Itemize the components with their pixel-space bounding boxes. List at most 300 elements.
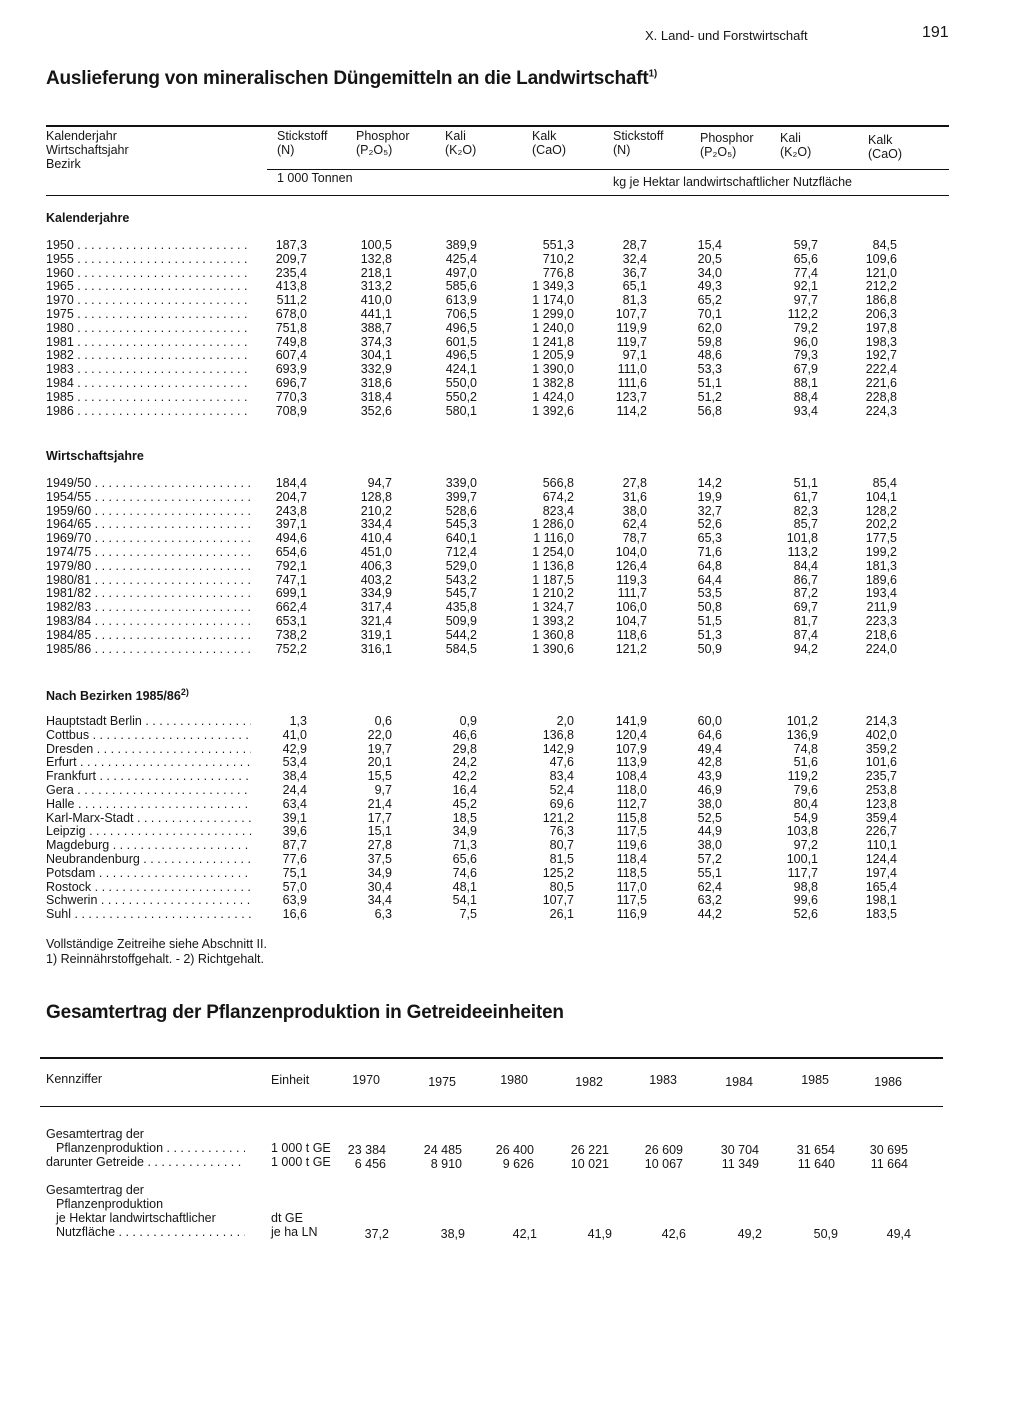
table2-top-rule	[40, 1057, 943, 1059]
col-name: Stickstoff	[613, 129, 664, 143]
value-per-hectare: 38,9	[440, 1227, 465, 1241]
cell-value: 221,6	[865, 376, 897, 390]
row-label: Erfurt . . .	[46, 756, 251, 770]
cell-value: 52,4	[549, 783, 574, 797]
col-name: Kalk	[532, 129, 557, 143]
table-row	[0, 477, 1024, 491]
table-row	[0, 532, 1024, 546]
cell-value: 104,7	[615, 614, 647, 628]
cell-value: 39,6	[282, 824, 307, 839]
row-label: Halle . . .	[46, 798, 251, 812]
table-row	[0, 839, 1024, 853]
table-row	[0, 405, 1024, 419]
value-per-hectare: 41,9	[587, 1227, 612, 1241]
col-unit: (CaO)	[868, 147, 903, 161]
cell-value: 94,2	[793, 641, 818, 656]
cell-value: 88,1	[793, 376, 818, 390]
cell-value: 52,6	[697, 517, 722, 532]
table-row	[0, 853, 1024, 867]
cell-value: 117,5	[616, 824, 647, 839]
row-label: 1979/80 . . .	[46, 560, 251, 574]
table-row	[0, 322, 1024, 336]
row-label: 1974/75 . . .	[46, 546, 251, 560]
cell-value: 235,4	[275, 265, 307, 280]
row-label: 1980 . . .	[46, 322, 251, 336]
col-name: Phosphor	[356, 129, 410, 143]
cell-value: 544,2	[445, 627, 477, 642]
col-header-stickstoff-t	[277, 129, 327, 157]
cell-value: 114,2	[616, 403, 647, 418]
row-label: 1959/60 . . .	[46, 505, 251, 519]
cell-value: 585,6	[445, 279, 477, 294]
cell-value: 38,0	[697, 796, 722, 811]
col-name: Phosphor	[700, 131, 754, 145]
table-row	[0, 336, 1024, 350]
cell-value: 67,9	[793, 362, 818, 377]
col-unit: (K₂O)	[445, 143, 477, 157]
cell-value: 334,4	[360, 517, 392, 532]
cell-value: 1 390,0	[532, 362, 574, 377]
cell-value: 141,9	[615, 714, 647, 728]
value-getreide: 8 910	[430, 1157, 462, 1171]
cell-value: 120,4	[615, 727, 647, 742]
row-label: Gera . . .	[46, 784, 251, 798]
cell-value: 81,3	[622, 293, 647, 308]
kennziffer-ha-pflanzenproduktion-label: Pflanzenproduktion	[56, 1197, 164, 1211]
cell-value: 79,6	[793, 783, 818, 797]
cell-value: 435,8	[445, 600, 477, 615]
table-row	[0, 491, 1024, 505]
cell-value: 38,0	[697, 838, 722, 853]
kennziffer-getreide-text: darunter Getreide . . .	[46, 1155, 245, 1169]
year-header: 1984	[725, 1075, 753, 1089]
cell-value: 84,5	[872, 238, 897, 252]
cell-value: 79,3	[793, 348, 818, 363]
cell-value: 14,2	[697, 476, 722, 490]
row-label: 1981 . . .	[46, 336, 251, 350]
cell-value: 37,5	[367, 852, 392, 866]
cell-value: 34,9	[452, 824, 477, 839]
cell-value: 543,2	[445, 572, 477, 587]
col-header-kali-t	[445, 129, 476, 157]
cell-value: 696,7	[275, 376, 307, 390]
cell-value: 243,8	[275, 503, 307, 518]
cell-value: 82,3	[793, 503, 818, 518]
cell-value: 57,2	[697, 852, 722, 866]
table-row	[0, 239, 1024, 253]
cell-value: 2,0	[556, 714, 574, 728]
cell-value: 189,6	[865, 572, 897, 587]
row-label: Frankfurt . . .	[46, 770, 251, 784]
table-row	[0, 729, 1024, 743]
cell-value: 108,4	[615, 769, 647, 784]
kennziffer-nutzflaeche-label	[56, 1225, 245, 1239]
cell-value: 118,4	[616, 852, 647, 866]
cell-value: 17,7	[367, 810, 392, 825]
cell-value: 319,1	[360, 627, 392, 642]
section-title-wirtschaftsjahre: Wirtschaftsjahre	[46, 449, 144, 463]
value-getreide: 6 456	[354, 1157, 386, 1171]
cell-value: 1 254,0	[532, 545, 574, 559]
cell-value: 28,7	[622, 238, 647, 252]
cell-value: 528,6	[445, 503, 477, 518]
cell-value: 51,2	[697, 389, 722, 404]
cell-value: 211,9	[866, 600, 897, 615]
section-title-kalenderjahre: Kalenderjahre	[46, 211, 130, 225]
cell-value: 410,4	[360, 531, 392, 546]
cell-value: 77,4	[793, 265, 818, 280]
cell-value: 53,3	[697, 362, 722, 377]
col-header-kalk-ha	[868, 133, 902, 161]
cell-value: 48,1	[452, 879, 477, 894]
cell-value: 1 299,0	[532, 307, 574, 321]
header-kalenderjahr: Kalenderjahr	[46, 129, 117, 143]
cell-value: 1 116,0	[533, 531, 574, 546]
cell-value: 406,3	[360, 558, 392, 573]
cell-value: 51,1	[793, 476, 818, 490]
row-label: Suhl . . .	[46, 908, 251, 922]
cell-value: 54,9	[793, 810, 818, 825]
cell-value: 128,2	[865, 503, 897, 518]
unit-label-tonnen: 1 000 Tonnen	[277, 171, 353, 185]
cell-value: 101,8	[786, 531, 818, 546]
cell-value: 16,6	[282, 907, 307, 922]
row-label: 1964/65 . . .	[46, 518, 251, 532]
cell-value: 545,3	[445, 517, 477, 532]
cell-value: 136,9	[786, 727, 818, 742]
cell-value: 119,9	[616, 320, 647, 335]
unit-label-per-hectare: kg je Hektar landwirtschaftlicher Nutzfläche	[613, 175, 852, 189]
cell-value: 100,1	[786, 852, 818, 866]
value-getreide: 11 664	[870, 1157, 908, 1171]
kennziffer-ha-label: je Hektar landwirtschaftlicher	[56, 1211, 216, 1225]
cell-value: 209,7	[275, 251, 307, 266]
page-number: 191	[922, 24, 949, 41]
table-row	[0, 267, 1024, 281]
table-row	[0, 377, 1024, 391]
cell-value: 1 393,2	[532, 614, 574, 628]
value-gesamtertrag: 24 485	[423, 1143, 462, 1157]
cell-value: 43,9	[697, 769, 722, 784]
cell-value: 199,2	[865, 545, 897, 559]
cell-value: 7,5	[459, 907, 477, 922]
cell-value: 50,8	[697, 600, 722, 615]
cell-value: 77,6	[282, 852, 307, 866]
table-row	[0, 784, 1024, 798]
cell-value: 388,7	[360, 320, 392, 335]
cell-value: 413,8	[275, 279, 307, 294]
cell-value: 580,1	[445, 403, 477, 418]
value-getreide: 11 349	[721, 1157, 759, 1171]
cell-value: 316,1	[360, 641, 392, 656]
cell-value: 451,0	[360, 545, 392, 559]
cell-value: 496,5	[445, 348, 477, 363]
table2-header-einheit: Einheit	[271, 1073, 310, 1087]
cell-value: 21,4	[367, 796, 392, 811]
cell-value: 550,0	[445, 376, 477, 390]
cell-value: 64,4	[697, 572, 722, 587]
table-row	[0, 349, 1024, 363]
cell-value: 545,7	[445, 586, 477, 601]
cell-value: 792,1	[275, 558, 307, 573]
cell-value: 98,8	[793, 879, 818, 894]
cell-value: 62,4	[697, 879, 722, 894]
row-label: Cottbus . . .	[46, 729, 251, 743]
cell-value: 749,8	[275, 334, 307, 349]
cell-value: 76,3	[549, 824, 574, 839]
col-unit: (N)	[277, 143, 295, 157]
cell-value: 497,0	[445, 265, 477, 280]
cell-value: 65,6	[793, 251, 818, 266]
cell-value: 601,5	[445, 334, 477, 349]
cell-value: 653,1	[275, 614, 307, 628]
cell-value: 776,8	[542, 265, 574, 280]
value-per-hectare: 37,2	[364, 1227, 389, 1241]
cell-value: 30,4	[367, 879, 392, 894]
kennziffer-nutzflaeche-text: Nutzfläche . . .	[56, 1225, 245, 1239]
cell-value: 318,4	[360, 389, 392, 404]
cell-value: 119,2	[787, 769, 818, 784]
cell-value: 1 324,7	[532, 600, 574, 615]
cell-value: 107,7	[615, 307, 647, 321]
cell-value: 48,6	[697, 348, 722, 363]
row-label: 1955 . . .	[46, 253, 251, 267]
cell-value: 63,2	[697, 893, 722, 908]
cell-value: 121,2	[615, 641, 647, 656]
cell-value: 42,9	[282, 741, 307, 756]
cell-value: 210,2	[360, 503, 392, 518]
cell-value: 49,3	[697, 279, 722, 294]
cell-value: 27,8	[622, 476, 647, 490]
cell-value: 34,4	[367, 893, 392, 908]
col-header-stickstoff-ha	[613, 129, 663, 157]
row-label: Dresden . . .	[46, 743, 251, 757]
table-row	[0, 587, 1024, 601]
cell-value: 359,4	[865, 810, 897, 825]
cell-value: 107,7	[542, 893, 574, 908]
value-gesamtertrag: 30 704	[720, 1143, 759, 1157]
col-unit: (K₂O)	[780, 145, 812, 159]
cell-value: 85,7	[793, 517, 818, 532]
table1-header-bottom-rule	[46, 195, 949, 196]
cell-value: 425,4	[445, 251, 477, 266]
cell-value: 32,7	[697, 503, 722, 518]
cell-value: 494,6	[275, 531, 307, 546]
col-unit: (N)	[613, 143, 631, 157]
col-header-phosphor-t	[356, 129, 410, 157]
footnote-timeseries: Vollständige Zeitreihe siehe Abschnitt II.	[46, 937, 267, 951]
cell-value: 747,1	[275, 572, 307, 587]
table-row	[0, 505, 1024, 519]
cell-value: 31,6	[622, 489, 647, 504]
cell-value: 71,6	[697, 545, 722, 559]
cell-value: 1 240,0	[532, 320, 574, 335]
cell-value: 6,3	[374, 907, 392, 922]
row-label: Neubrandenburg . . .	[46, 853, 251, 867]
cell-value: 1 349,3	[532, 279, 574, 294]
cell-value: 45,2	[452, 796, 477, 811]
cell-value: 101,6	[865, 755, 897, 770]
cell-value: 34,0	[697, 265, 722, 280]
cell-value: 128,8	[360, 489, 392, 504]
cell-value: 97,7	[793, 293, 818, 308]
table-row	[0, 601, 1024, 615]
unit-gesamtertrag: 1 000 t GE	[271, 1141, 331, 1155]
cell-value: 693,9	[275, 362, 307, 377]
cell-value: 51,3	[697, 627, 722, 642]
cell-value: 125,2	[542, 865, 574, 880]
table-row	[0, 908, 1024, 922]
table-row	[0, 294, 1024, 308]
cell-value: 318,6	[360, 376, 392, 390]
cell-value: 121,0	[865, 265, 897, 280]
value-getreide: 11 640	[797, 1157, 835, 1171]
row-label: 1984/85 . . .	[46, 629, 251, 643]
cell-value: 117,0	[616, 879, 647, 894]
cell-value: 104,0	[615, 545, 647, 559]
cell-value: 823,4	[542, 503, 574, 518]
cell-value: 61,7	[793, 489, 818, 504]
cell-value: 87,2	[793, 586, 818, 601]
table-row	[0, 391, 1024, 405]
cell-value: 56,8	[697, 403, 722, 418]
cell-value: 47,6	[549, 755, 574, 770]
cell-value: 99,6	[793, 893, 818, 908]
cell-value: 551,3	[542, 238, 574, 252]
cell-value: 198,1	[865, 893, 897, 908]
cell-value: 674,2	[542, 489, 574, 504]
col-name: Kalk	[868, 133, 893, 147]
cell-value: 55,1	[697, 865, 722, 880]
value-per-hectare: 49,2	[737, 1227, 762, 1241]
cell-value: 235,7	[865, 769, 897, 784]
cell-value: 181,3	[865, 558, 897, 573]
cell-value: 1 241,8	[532, 334, 574, 349]
cell-value: 193,4	[865, 586, 897, 601]
cell-value: 118,5	[616, 865, 647, 880]
cell-value: 62,0	[697, 320, 722, 335]
value-per-hectare: 42,6	[661, 1227, 686, 1241]
cell-value: 74,6	[452, 865, 477, 880]
cell-value: 202,2	[865, 517, 897, 532]
cell-value: 75,1	[282, 865, 307, 880]
cell-value: 228,8	[865, 389, 897, 404]
cell-value: 359,2	[865, 741, 897, 756]
cell-value: 32,4	[622, 251, 647, 266]
cell-value: 441,1	[360, 307, 392, 321]
cell-value: 206,3	[865, 307, 897, 321]
cell-value: 640,1	[445, 531, 477, 546]
table-row	[0, 518, 1024, 532]
cell-value: 92,1	[793, 279, 818, 294]
table-row	[0, 770, 1024, 784]
value-gesamtertrag: 30 695	[869, 1143, 908, 1157]
table1-title-footnote: 1)	[648, 68, 657, 80]
cell-value: 304,1	[360, 348, 392, 363]
cell-value: 223,3	[865, 614, 897, 628]
cell-value: 334,9	[360, 586, 392, 601]
cell-value: 197,8	[865, 320, 897, 335]
cell-value: 119,6	[616, 838, 647, 853]
table-row	[0, 574, 1024, 588]
cell-value: 374,3	[360, 334, 392, 349]
cell-value: 74,8	[793, 741, 818, 756]
table-row	[0, 715, 1024, 729]
cell-value: 60,0	[697, 714, 722, 728]
cell-value: 1 187,5	[532, 572, 574, 587]
section-title-footnote: 2)	[180, 687, 189, 697]
cell-value: 752,2	[275, 641, 307, 656]
table1-title	[46, 68, 657, 90]
cell-value: 111,0	[617, 362, 647, 377]
cell-value: 198,3	[865, 334, 897, 349]
cell-value: 62,4	[622, 517, 647, 532]
cell-value: 69,6	[549, 796, 574, 811]
row-label: 1969/70 . . .	[46, 532, 251, 546]
cell-value: 389,9	[445, 238, 477, 252]
cell-value: 197,4	[865, 865, 897, 880]
cell-value: 109,6	[865, 251, 897, 266]
cell-value: 16,4	[452, 783, 477, 797]
row-label: 1954/55 . . .	[46, 491, 251, 505]
cell-value: 1,3	[289, 714, 307, 728]
row-label: 1980/81 . . .	[46, 574, 251, 588]
cell-value: 80,7	[549, 838, 574, 853]
table-row	[0, 629, 1024, 643]
cell-value: 49,4	[697, 741, 722, 756]
table1-row-label-header	[46, 129, 129, 171]
cell-value: 124,4	[865, 852, 897, 866]
cell-value: 132,8	[360, 251, 392, 266]
cell-value: 51,1	[697, 376, 722, 390]
cell-value: 100,5	[360, 238, 392, 252]
cell-value: 41,0	[282, 727, 307, 742]
col-header-kali-ha	[780, 131, 811, 159]
cell-value: 0,9	[459, 714, 477, 728]
header-bezirk: Bezirk	[46, 157, 81, 171]
cell-value: 71,3	[452, 838, 477, 853]
cell-value: 42,2	[452, 769, 477, 784]
unit-dt-ge: dt GE	[271, 1211, 303, 1225]
cell-value: 26,1	[549, 907, 574, 922]
value-getreide: 10 067	[644, 1157, 683, 1171]
cell-value: 607,4	[275, 348, 307, 363]
cell-value: 103,8	[786, 824, 818, 839]
row-label: 1983/84 . . .	[46, 615, 251, 629]
unit-getreide: 1 000 t GE	[271, 1155, 331, 1169]
cell-value: 44,9	[697, 824, 722, 839]
col-name: Kali	[780, 131, 801, 145]
cell-value: 104,1	[865, 489, 897, 504]
value-gesamtertrag: 26 609	[644, 1143, 683, 1157]
row-label: Leipzig . . .	[46, 825, 251, 839]
cell-value: 106,0	[615, 600, 647, 615]
cell-value: 399,7	[445, 489, 477, 504]
table-row	[0, 560, 1024, 574]
cell-value: 496,5	[445, 320, 477, 335]
cell-value: 410,0	[360, 293, 392, 308]
cell-value: 121,2	[542, 810, 574, 825]
col-header-kalk-t	[532, 129, 566, 157]
cell-value: 192,7	[865, 348, 897, 363]
row-label: 1981/82 . . .	[46, 587, 251, 601]
cell-value: 204,7	[275, 489, 307, 504]
value-gesamtertrag: 23 384	[347, 1143, 386, 1157]
cell-value: 15,4	[697, 238, 722, 252]
cell-value: 107,9	[615, 741, 647, 756]
cell-value: 1 424,0	[532, 389, 574, 404]
year-header: 1986	[874, 1075, 902, 1089]
